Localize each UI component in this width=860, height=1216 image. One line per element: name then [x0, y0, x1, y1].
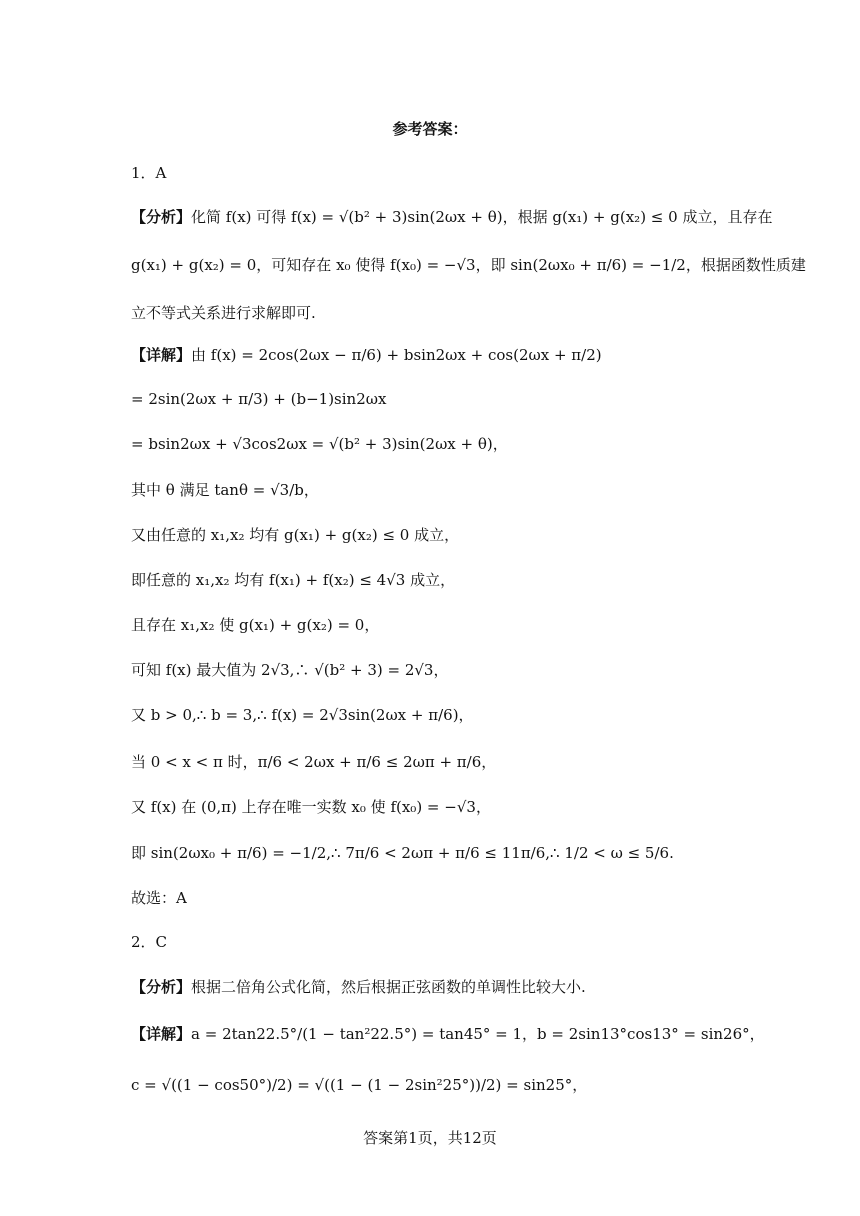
q1-analysis-line-2: g(x₁) + g(x₂) = 0，可知存在 x₀ 使得 f(x₀) = −√3，即 sin(2ωx₀ + π/6) = −1/2，根据函数性质建	[131, 256, 806, 274]
q1-detail-line-5: 又由任意的 x₁,x₂ 均有 g(x₁) + g(x₂) ≤ 0 成立，	[131, 526, 460, 544]
q1-detail-line-2: = 2sin(2ωx + π/3) + (b−1)sin2ωx	[131, 390, 387, 408]
analysis-tag: 【分析】	[131, 978, 192, 996]
q1-detail-line-11: 又 f(x) 在 (0,π) 上存在唯一实数 x₀ 使 f(x₀) = −√3，	[131, 798, 491, 816]
page-footer: 答案第1页，共12页	[363, 1129, 497, 1147]
analysis-tag: 【分析】	[131, 208, 192, 226]
q1-answer: 故选：A	[131, 889, 187, 907]
q1-analysis-line-1	[131, 207, 772, 227]
detail-tag: 【详解】	[131, 346, 192, 364]
page-title: 参考答案：	[392, 120, 468, 138]
q1-detail-line-4: 其中 θ 满足 tanθ = √3/b，	[131, 481, 319, 499]
q1-detail-line-8: 可知 f(x) 最大值为 2√3,∴ √(b² + 3) = 2√3，	[131, 661, 449, 679]
q1-detail-line-7: 且存在 x₁,x₂ 使 g(x₁) + g(x₂) = 0，	[131, 616, 380, 634]
q2-label: 2．C	[131, 933, 168, 951]
q2-analysis-line-1	[131, 977, 586, 997]
q1-detail-line-9: 又 b > 0,∴ b = 3,∴ f(x) = 2√3sin(2ωx + π/6)，	[131, 706, 474, 724]
analysis-text: 根据二倍角公式化简，然后根据正弦函数的单调性比较大小.	[191, 978, 586, 996]
q1-detail-line-6: 即任意的 x₁,x₂ 均有 f(x₁) + f(x₂) ≤ 4√3 成立，	[131, 571, 456, 589]
detail-text: a = 2tan22.5°/(1 − tan²22.5°) = tan45° = 1，b = 2sin13°cos13° = sin26°，	[191, 1025, 765, 1043]
q2-detail-line-2: c = √((1 − cos50°)/2) = √((1 − (1 − 2sin²25°))/2) = sin25°，	[131, 1076, 588, 1094]
detail-tag: 【详解】	[131, 1025, 192, 1043]
q1-detail-line-12: 即 sin(2ωx₀ + π/6) = −1/2,∴ 7π/6 < 2ωπ + π/6 ≤ 11π/6,∴ 1/2 < ω ≤ 5/6.	[131, 844, 674, 862]
q1-detail-line-10: 当 0 < x < π 时，π/6 < 2ωx + π/6 ≤ 2ωπ + π/6，	[131, 753, 497, 771]
q1-detail-line-3: = bsin2ωx + √3cos2ωx = √(b² + 3)sin(2ωx + θ)，	[131, 435, 508, 453]
q1-detail-line-1	[131, 345, 602, 365]
q2-detail-line-1	[131, 1024, 765, 1044]
q1-analysis-line-3: 立不等式关系进行求解即可.	[131, 304, 316, 322]
detail-text: 由 f(x) = 2cos(2ωx − π/6) + bsin2ωx + cos(2ωx + π/2)	[191, 346, 602, 364]
q1-label: 1．A	[131, 164, 167, 182]
analysis-text: 化简 f(x) 可得 f(x) = √(b² + 3)sin(2ωx + θ)，根据 g(x₁) + g(x₂) ≤ 0 成立，且存在	[191, 208, 773, 226]
